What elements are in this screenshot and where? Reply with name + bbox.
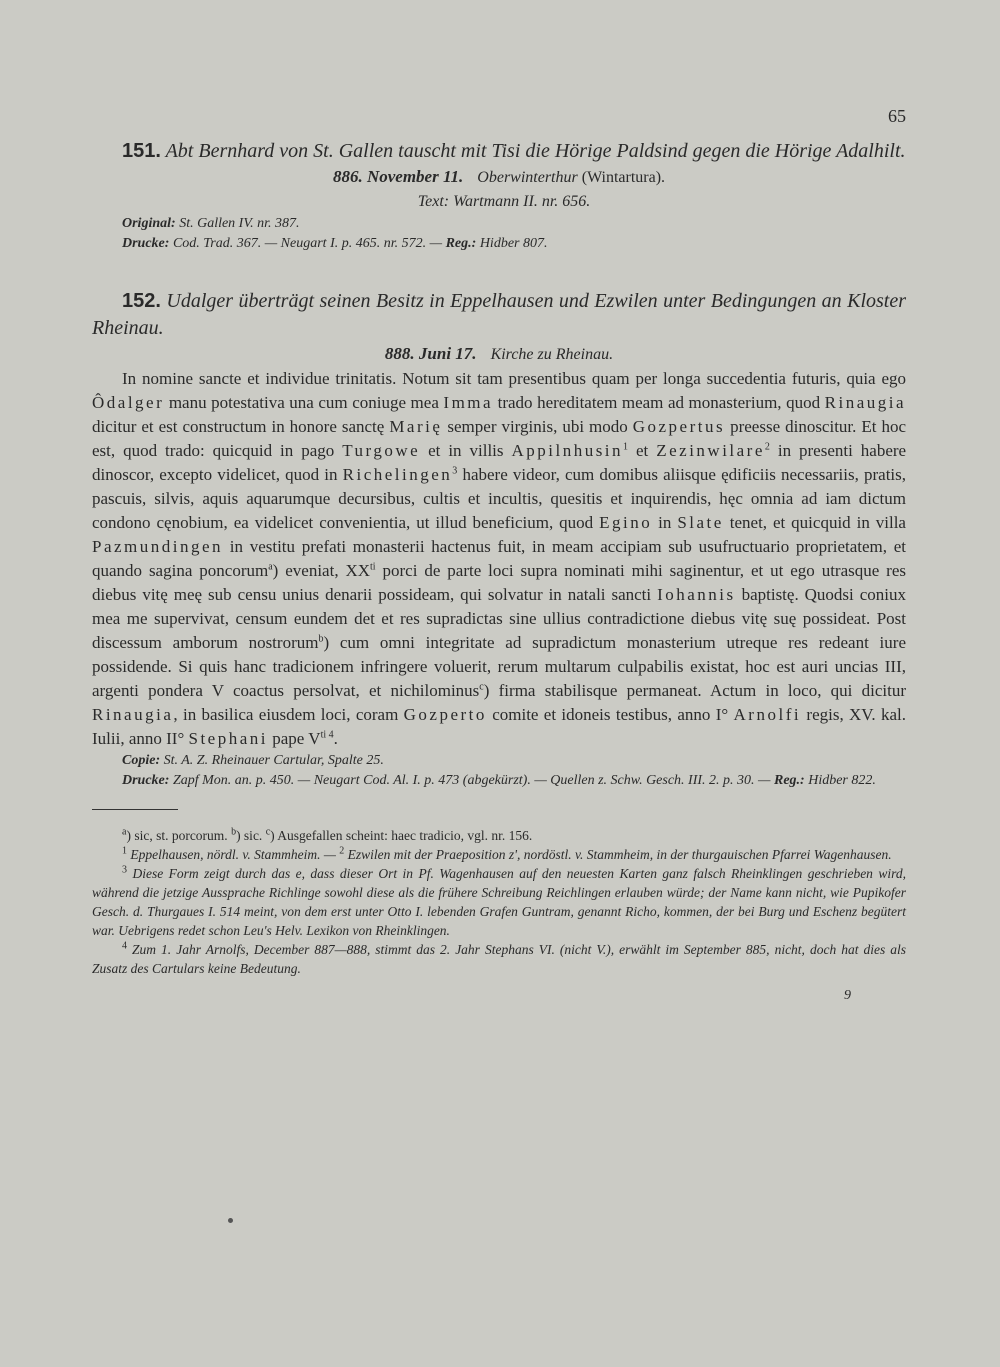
place-name: Richelingen bbox=[342, 465, 453, 484]
doc152-copie: Copie: St. A. Z. Rheinauer Cartular, Spalte 25. bbox=[122, 753, 384, 768]
doc152-drucke-label: Drucke: bbox=[122, 773, 170, 788]
footnote-4: $^4$ Zum 1. Jahr Arnolfs, December 887—888, stimmt das 2. Jahr Stephans VI. (nicht V.), erwählt im September 885, nicht, doch hat dies als Zusatz des Cartulars keine Bedeutung. bbox=[92, 940, 906, 976]
doc152-dateline bbox=[92, 342, 906, 367]
doc151-dateline bbox=[92, 165, 906, 190]
doc151-heading bbox=[92, 138, 906, 165]
person-name: Imma bbox=[443, 393, 494, 412]
person-name: Stephani bbox=[188, 729, 268, 748]
footnote-ref: ti 4 bbox=[320, 729, 334, 741]
person-name: Iohannis bbox=[657, 585, 736, 604]
doc151-drucke: Drucke: Cod. Trad. 367. — Neugart I. p. 465. nr. 572. — Reg.: Hidber 807. bbox=[122, 236, 548, 251]
doc151-text-ref: Text: Wartmann II. nr. 656. bbox=[417, 193, 591, 210]
doc151-reg-label: Reg.: bbox=[445, 236, 477, 251]
doc151-place-note: (Wintartura). bbox=[581, 169, 666, 186]
place-name: Rinaugia bbox=[824, 393, 907, 412]
doc151-drucke-label: Drucke: bbox=[122, 236, 170, 251]
page-text bbox=[92, 104, 906, 1008]
footnote-ref: 1 bbox=[623, 441, 629, 453]
person-name: Ôdalger bbox=[92, 393, 165, 412]
doc152-drucke: Drucke: Zapf Mon. an. p. 450. — Neugart Cod. Al. I. p. 473 (abgekürzt). — Quellen z. Schw. Gesch. III. 2. p. 30. — Reg.: Hidber 822. bbox=[122, 773, 876, 788]
doc152-copie-label: Copie: bbox=[122, 753, 161, 768]
signature-mark: 9 bbox=[844, 988, 851, 1003]
person-name: Arnolfi bbox=[733, 705, 802, 724]
doc151-original: Original: St. Gallen IV. nr. 387. bbox=[122, 216, 300, 231]
footnote-ref: 2 bbox=[764, 441, 770, 453]
footnote-ref: b bbox=[318, 633, 324, 645]
place-name: Turgowe bbox=[342, 441, 421, 460]
footnote-divider bbox=[92, 809, 178, 810]
place-name: Pazmundingen bbox=[92, 537, 224, 556]
person-name: Egino bbox=[599, 513, 653, 532]
page-number: 65 bbox=[888, 106, 906, 126]
doc152-body: In nomine sancte et individue trinitatis. Notum sit tam presentibus quam per longa succedentia futuris, quia ego Ôdalger manu potestativa una cum coniuge mea Imma trado hereditatem meam ad monasterium, quod Rinaugia dicitur et est constructum in honore sanctę Marię semper virginis, ubi modo Gozpertus preesse dinoscitur. Et hoc est, quod trado: quicquid in pago Turgowe et in villis Appilnhusin$^1$ et Zezinwilare$^2$ in presenti habere dinoscor, excepto videlicet, quod in Richelingen$^3$ habere videor, cum domibus aliisque ędificiis necessariis, pratis, pascuis, silvis, aquis aquarumque decursibus, cultis et incultis, quesitis et inquirendis, hęc omnia ad iam dictum condono cęnobium, ea videlicet convenientia, ut illud beneficium, quod Egino in Slate tenet, et quicquid in villa Pazmundingen in vestitu prefati monasterii hactenus fuit, in meam accipiam sub usufructuario proprietatem, et quando sagina poncorum$^a$) eveniat, $XX^{ti}$ porci de parte loci supra nominati mihi saginentur, et ut ego utrasque res diebus vitę meę sub censu unius denarii possideam, qui solvatur in natali sancti Iohannis baptistę. Quodsi coniux mea me supervivat, censum eundem det et res supradictas sine ullius contradictione diebus vitę suę possideat. Post discessum amborum nostrorum$^b$) cum omni integritate ad supradictum monasterium utreque res redeant iure possidende. Si quis hanc tradicionem infringere voluerit, rerum multarum culpabilis existat, hoc est auri uncias III, argenti pondera V coactus persolvat, et nichilominus$^c$) firma stabilisque permaneat. Actum in loco, qui dicitur Rinaugia, in basilica eiusdem loci, coram Gozperto comite et idoneis testibus, anno I° Arnolfi regis, XV. kal. Iulii, anno II° Stephani pape $V^{ti 4}$. bbox=[92, 369, 907, 748]
doc152-place: Kirche zu Rheinau. bbox=[490, 346, 614, 363]
doc152-heading bbox=[92, 288, 906, 342]
place-name: Zezinwilare bbox=[656, 441, 765, 460]
doc152-number: 152. bbox=[122, 290, 161, 312]
footnote-3: $^3$ Diese Form zeigt durch das e, dass dieser Ort in Pf. Wagenhausen auf den neuesten Karten ganz falsch Rheinklingen geschrieben wird, während die jetzige Aussprache Richlinge sowohl diese als die frühere Schreibung Reichlingen erlauben würde; der Name kann nicht, wie Pupikofer Gesch. d. Thurgaues I. 514 meint, von dem erst unter Otto I. lebenden Grafen Guntram, genannt Richo, kommen, der bei Burg und Eschenz begütert war. Uebrigens redet schon Leu's Helv. Lexikon von Rheinklingen. bbox=[92, 864, 907, 938]
place-name: Slate bbox=[677, 513, 724, 532]
doc152-reg-label: Reg.: bbox=[774, 773, 805, 788]
doc151-place: Oberwinterthur bbox=[477, 169, 578, 186]
doc152-date: 888. Juni 17. bbox=[384, 344, 477, 363]
doc152-title: Udalger überträgt seinen Besitz in Eppelhausen und Ezwilen unter Bedingungen an Kloster Rheinau. bbox=[92, 290, 907, 339]
person-name: Gozpertus bbox=[632, 417, 726, 436]
person-name: Marię bbox=[389, 417, 443, 436]
ink-spot bbox=[228, 1218, 233, 1223]
footnote-ref: a bbox=[268, 561, 273, 573]
place-name: Rinaugia bbox=[92, 705, 174, 724]
place-name: Appilnhusin bbox=[511, 441, 624, 460]
doc151-original-label: Original: bbox=[122, 216, 176, 231]
doc151-title: Abt Bernhard von St. Gallen tauscht mit Tisi die Hörige Paldsind gegen die Hörige Adalhilt. bbox=[165, 140, 906, 162]
footnote-ref: c bbox=[479, 681, 484, 693]
footnote-ref: 3 bbox=[452, 465, 458, 477]
person-name: Gozperto bbox=[403, 705, 487, 724]
doc151-date: 886. November 11. bbox=[332, 167, 464, 186]
footnote-1-2: $^1$ Eppelhausen, nördl. v. Stammheim. — $^2$ Ezwilen mit der Praeposition z', nordöstl. v. Stammheim, in der thurgauischen Pfarrei Wagenhausen. bbox=[122, 845, 892, 862]
footnote-abc: $^a$) sic, st. porcorum. $^b$) sic. $^c$) Ausgefallen scheint: haec tradicio, vgl. nr. 156. bbox=[122, 826, 533, 843]
doc151-number: 151. bbox=[122, 140, 161, 162]
